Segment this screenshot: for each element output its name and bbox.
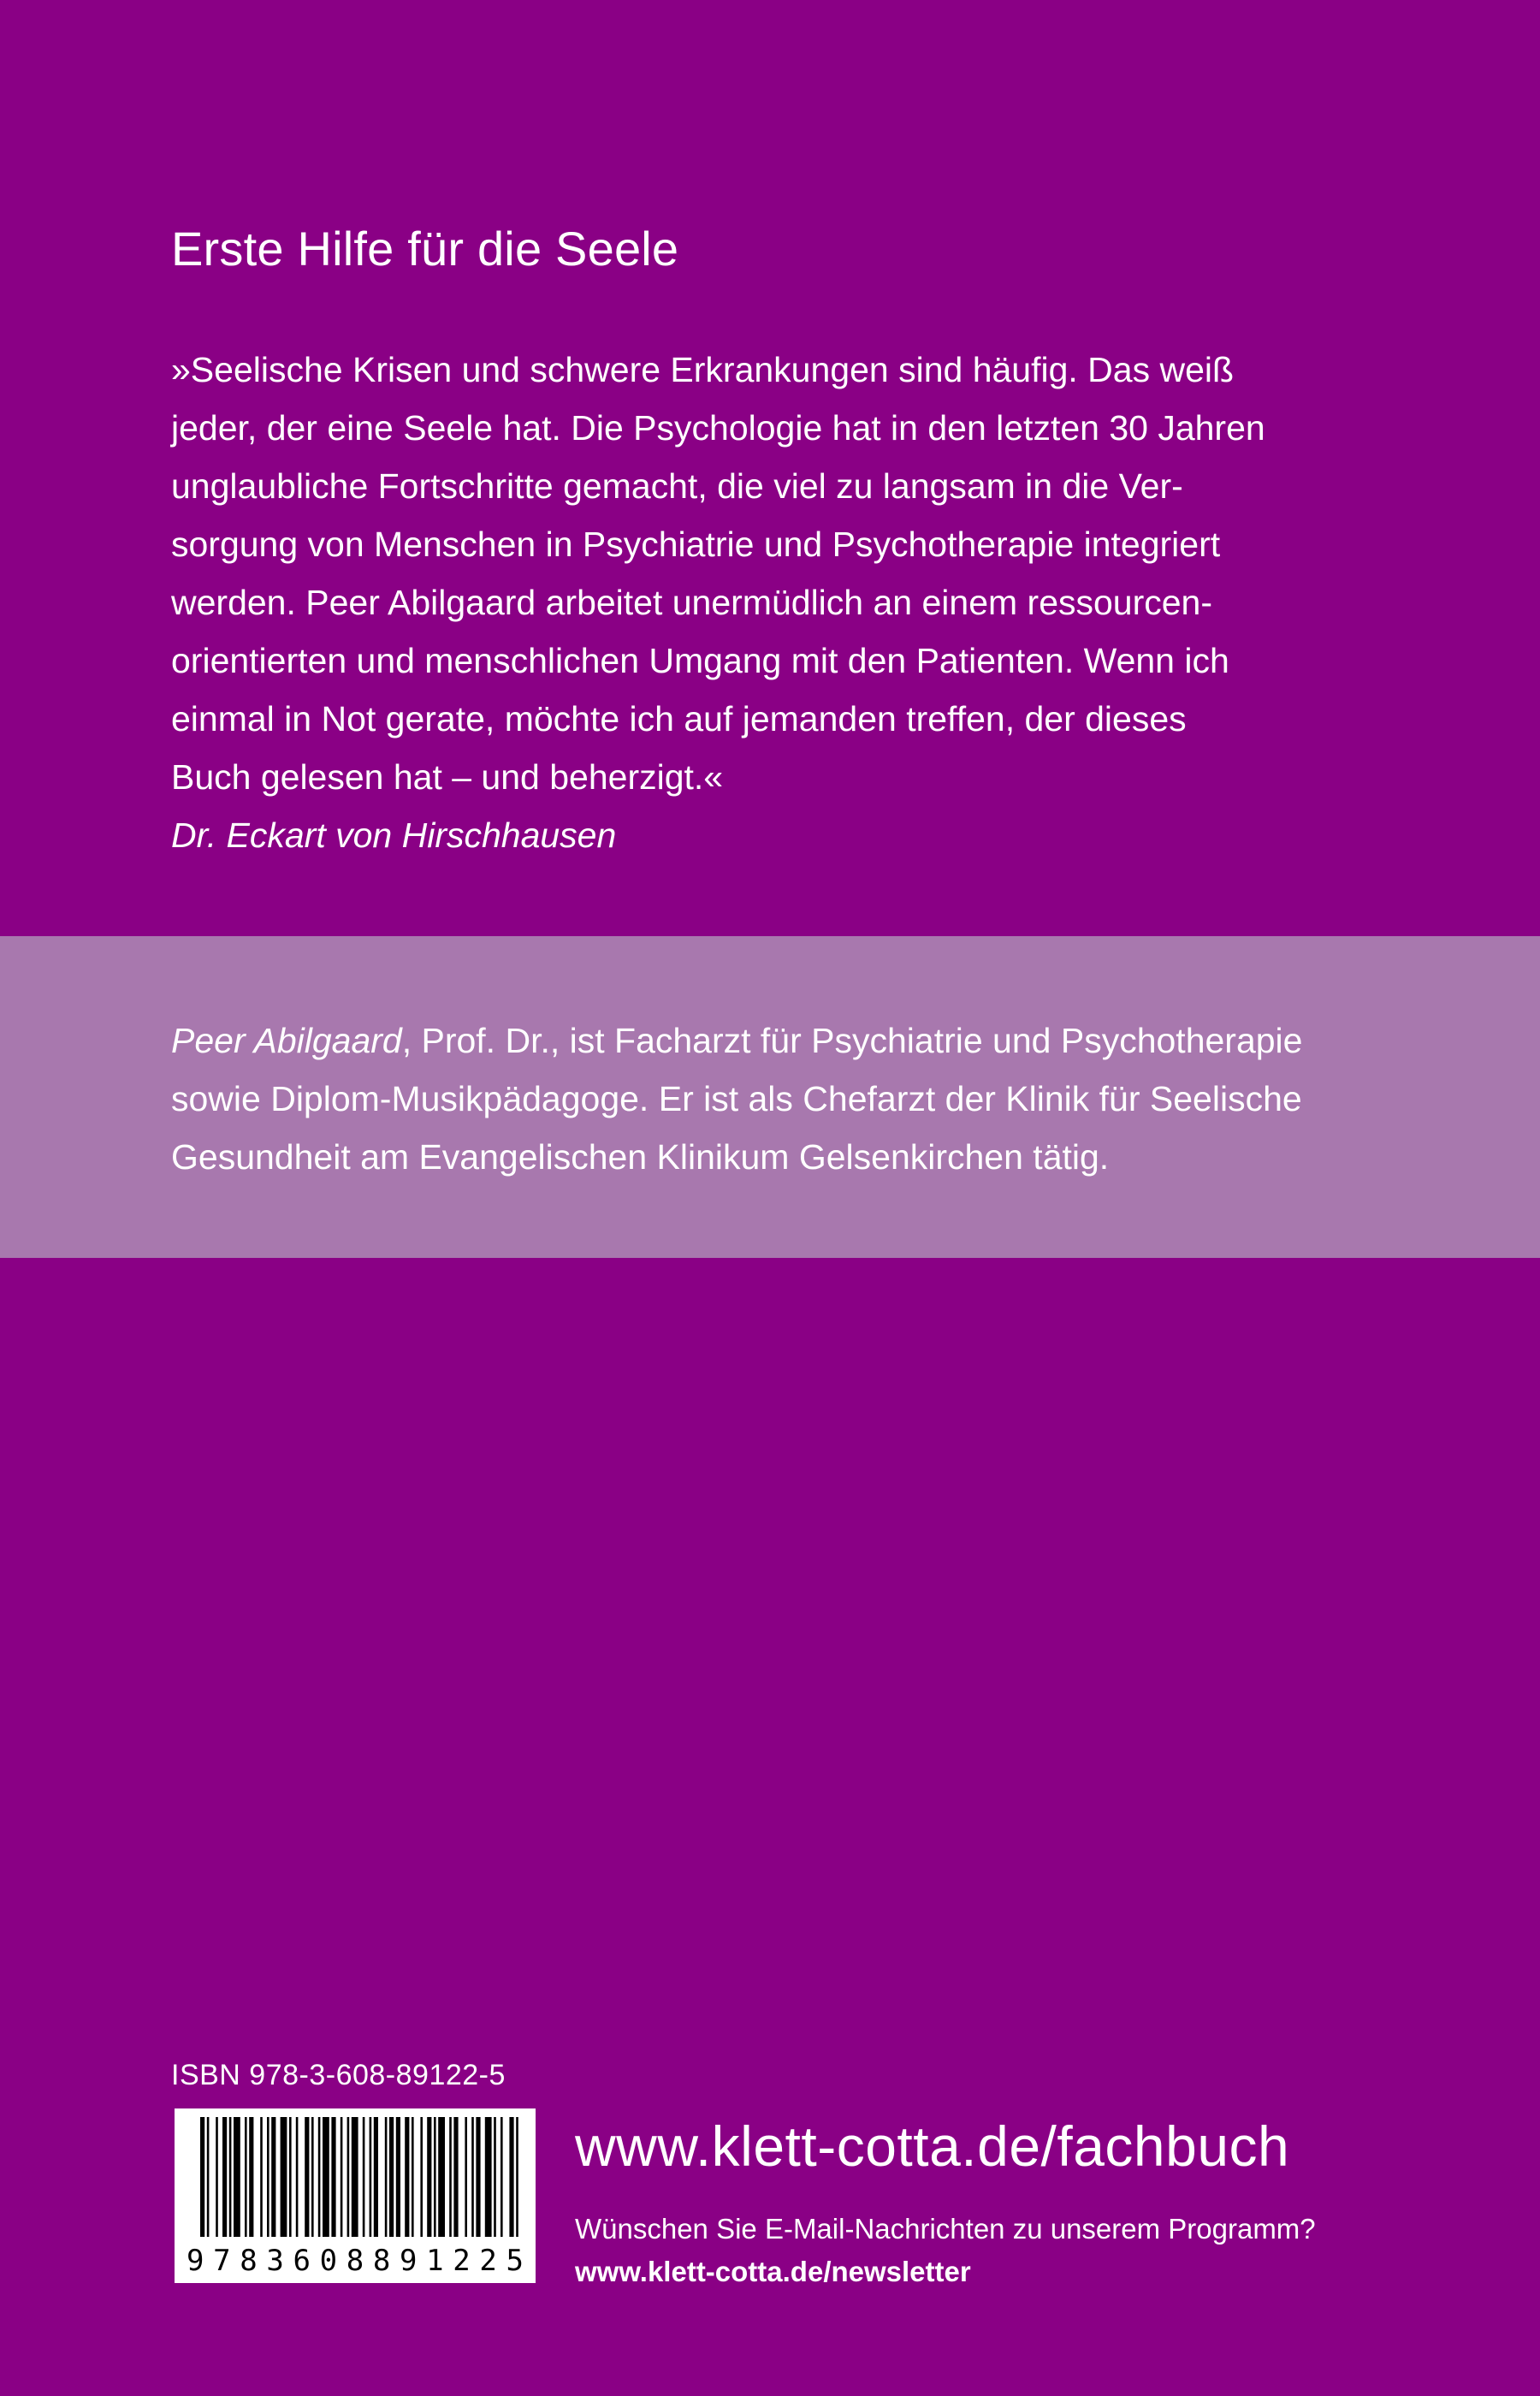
barcode-digit: 8: [240, 2244, 258, 2278]
barcode-bar: [216, 2117, 218, 2237]
barcode-bar: [389, 2117, 394, 2237]
barcode-bar: [420, 2117, 423, 2237]
barcode-bar: [396, 2117, 400, 2237]
barcode-bar: [267, 2117, 270, 2237]
barcode-digit: 8: [372, 2244, 391, 2278]
barcode-bar: [347, 2117, 350, 2237]
barcode-bar: [374, 2117, 378, 2237]
barcode-digit: 5: [506, 2244, 524, 2278]
barcode-bar: [245, 2117, 247, 2237]
barcode-digit: 1: [426, 2244, 444, 2278]
barcode-bar: [271, 2117, 275, 2237]
bio-line: [171, 1011, 1420, 1070]
barcode-bar: [289, 2117, 292, 2237]
quote-line: Buch gelesen hat – und beherzigt.«: [171, 757, 724, 797]
barcode-bar: [509, 2117, 513, 2237]
barcode-bar: [318, 2117, 321, 2237]
author-name: Peer Abilgaard: [171, 1021, 402, 1060]
quote-author: Dr. Eckart von Hirschhausen: [171, 815, 617, 855]
barcode-bar: [207, 2117, 210, 2237]
barcode-bars: [175, 2108, 536, 2245]
endorsement-quote: [171, 341, 1386, 806]
barcode-bar: [352, 2117, 358, 2237]
barcode-bar: [281, 2117, 287, 2237]
quote-line: sorgung von Menschen in Psychiatrie und Psychotherapie integriert: [171, 525, 1221, 564]
barcode-bar: [234, 2117, 240, 2237]
barcode: [175, 2108, 536, 2283]
barcode-bar: [516, 2117, 518, 2237]
barcode-digit: 3: [266, 2244, 284, 2278]
barcode-bar: [465, 2117, 467, 2237]
barcode-bar: [412, 2117, 414, 2237]
newsletter-question: Wünschen Sie E-Mail-Nachrichten zu unserem Programm?: [575, 2213, 1316, 2245]
barcode-digit: 0: [319, 2244, 338, 2278]
barcode-bar: [453, 2117, 458, 2237]
barcode-digit: 2: [479, 2244, 497, 2278]
barcode-bar: [229, 2117, 232, 2237]
barcode-bar: [449, 2117, 452, 2237]
barcode-bar: [427, 2117, 431, 2237]
bio-line: sowie Diplom-Musikpädagoge. Er ist als Chefarzt der Klinik für Seelische: [171, 1079, 1302, 1118]
barcode-bar: [494, 2117, 496, 2237]
newsletter-link[interactable]: www.klett-cotta.de/newsletter: [575, 2256, 971, 2287]
barcode-digit: 8: [346, 2244, 364, 2278]
barcode-bar: [249, 2117, 253, 2237]
section-heading: Erste Hilfe für die Seele: [171, 222, 679, 276]
barcode-digit: 2: [453, 2244, 471, 2278]
barcode-bar: [476, 2117, 480, 2237]
barcode-digit: 7: [213, 2244, 231, 2278]
author-bio: [171, 1011, 1420, 1186]
isbn-label: ISBN 978-3-608-89122-5: [171, 2059, 506, 2091]
publisher-website[interactable]: www.klett-cotta.de/fachbuch: [575, 2114, 1290, 2178]
barcode-bar: [363, 2117, 365, 2237]
barcode-bar: [296, 2117, 299, 2237]
barcode-bar: [305, 2117, 309, 2237]
barcode-bar: [341, 2117, 343, 2237]
barcode-bar: [222, 2117, 227, 2237]
barcode-bar: [500, 2117, 503, 2237]
bio-line: Gesundheit am Evangelischen Klinikum Gelsenkirchen tätig.: [171, 1137, 1110, 1177]
barcode-bar: [385, 2117, 388, 2237]
barcode-bar: [485, 2117, 492, 2237]
barcode-digit: 9: [400, 2244, 418, 2278]
quote-line: »Seelische Krisen und schwere Erkrankungen sind häufig. Das weiß: [171, 350, 1235, 389]
barcode-bar: [370, 2117, 372, 2237]
barcode-bar: [405, 2117, 409, 2237]
barcode-bar: [200, 2117, 204, 2237]
quote-line: orientierten und menschlichen Umgang mit den Patienten. Wenn ich: [171, 641, 1229, 680]
barcode-bar: [323, 2117, 329, 2237]
bio-text: , Prof. Dr., ist Facharzt für Psychiatrie und Psychotherapie: [401, 1021, 1303, 1060]
barcode-digits: [175, 2244, 536, 2278]
quote-line: werden. Peer Abilgaard arbeitet unermüdlich an einem ressourcen-: [171, 583, 1213, 622]
quote-line: einmal in Not gerate, möchte ich auf jemanden treffen, der dieses: [171, 699, 1187, 738]
quote-line: unglaubliche Fortschritte gemacht, die viel zu langsam in die Ver-: [171, 466, 1183, 506]
barcode-bar: [438, 2117, 445, 2237]
barcode-digit: 6: [293, 2244, 311, 2278]
barcode-bar: [434, 2117, 436, 2237]
barcode-bar: [471, 2117, 474, 2237]
barcode-bar: [331, 2117, 335, 2237]
quote-line: jeder, der eine Seele hat. Die Psychologie hat in den letzten 30 Jahren: [171, 408, 1265, 448]
barcode-bar: [260, 2117, 263, 2237]
barcode-bar: [311, 2117, 314, 2237]
barcode-digit: 9: [187, 2244, 204, 2278]
